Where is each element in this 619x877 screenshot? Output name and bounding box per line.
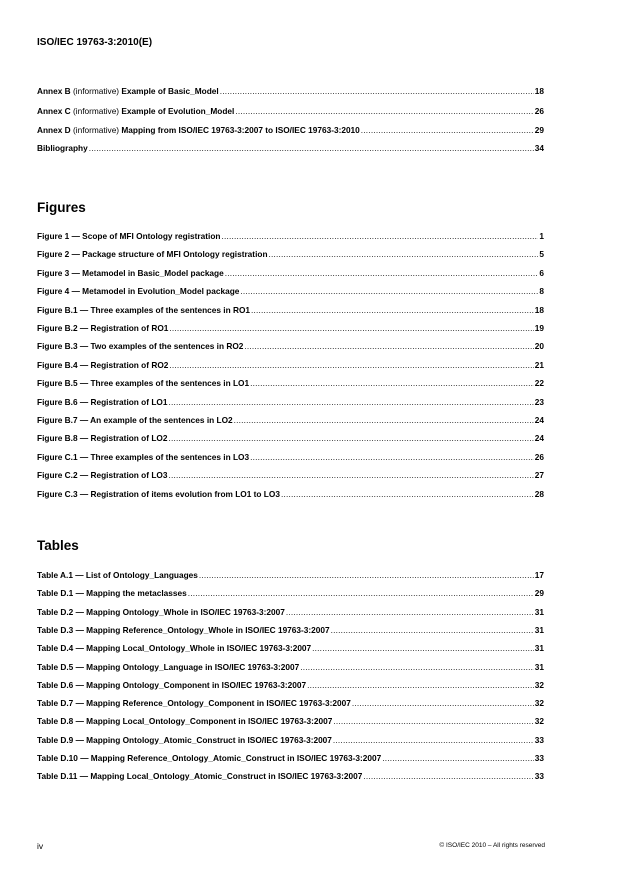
figure-entry-label: Figure C.1 — Three examples of the sentences in LO3 [37, 451, 250, 462]
toc-page-number: 23 [534, 396, 544, 407]
table-entry-label: Table D.3 — Mapping Reference_Ontology_Whole in ISO/IEC 19763-3:2007 [37, 624, 330, 635]
toc-annex-d[interactable] [37, 125, 544, 137]
toc-page-number: 5 [539, 249, 544, 260]
toc-page-number: 31 [534, 606, 544, 617]
toc-page-number: 24 [534, 433, 544, 444]
table-entry-label: Table D.7 — Mapping Reference_Ontology_Component in ISO/IEC 19763-3:2007 [37, 698, 351, 709]
document-header: ISO/IEC 19763-3:2010(E) [37, 37, 153, 48]
toc-page-number: 31 [534, 643, 544, 654]
toc-annex-b[interactable] [37, 86, 544, 98]
figure-entry-label: Figure B.8 — Registration of LO2 [37, 433, 168, 444]
toc-page-number: 29 [534, 125, 544, 135]
table-entry-label: Table D.8 — Mapping Local_Ontology_Component in ISO/IEC 19763-3:2007 [37, 716, 333, 727]
tables-heading: Tables [37, 538, 79, 553]
dot-leader [382, 753, 534, 763]
table-entry-label: Table D.1 — Mapping the metaclasses [37, 588, 187, 599]
dot-leader [225, 268, 539, 278]
toc-page-number: 18 [534, 304, 544, 315]
toc-page-number: 1 [539, 231, 544, 241]
toc-page-number: 33 [534, 734, 544, 745]
table-entry[interactable] [37, 625, 544, 637]
toc-page-number: 33 [534, 753, 544, 763]
dot-leader [169, 323, 533, 333]
toc-bibliography[interactable] [37, 143, 544, 155]
figure-entry-label: Figure 1 — Scope of MFI Ontology registration [37, 231, 221, 241]
annex-prefix: Annex B [37, 86, 71, 96]
figure-entry-label: Figure B.3 — Two examples of the sentences in RO2 [37, 341, 244, 352]
toc-page-number: 18 [534, 86, 544, 96]
figure-entry[interactable] [37, 231, 544, 243]
table-entry[interactable] [37, 662, 544, 674]
toc-page-number: 32 [534, 679, 544, 690]
figure-entry[interactable] [37, 268, 544, 280]
toc-page-number: 31 [534, 661, 544, 672]
figure-entry-label: Figure C.3 — Registration of items evolution from LO1 to LO3 [37, 488, 280, 499]
figure-entry-label: Figure B.1 — Three examples of the sentences in RO1 [37, 304, 251, 315]
dot-leader [244, 341, 533, 351]
toc-page-number: 32 [534, 716, 544, 727]
toc-page-number: 29 [534, 588, 544, 599]
footer-copyright: © ISO/IEC 2010 – All rights reserved [439, 842, 545, 849]
annex-title: Example of Basic_Model [121, 86, 219, 96]
table-entry[interactable] [37, 753, 544, 765]
bibliography-label: Bibliography [37, 143, 88, 153]
dot-leader [188, 588, 534, 598]
table-entry[interactable] [37, 570, 544, 582]
table-entry-label: Table D.11 — Mapping Local_Ontology_Atomic_Construct in ISO/IEC 19763-3:2007 [37, 771, 363, 782]
toc-annex-c[interactable] [37, 106, 544, 118]
table-entry[interactable] [37, 643, 544, 655]
figure-entry[interactable] [37, 323, 544, 335]
toc-page-number: 33 [534, 771, 544, 782]
table-entry-label: Table A.1 — List of Ontology_Languages [37, 570, 198, 580]
dot-leader [333, 716, 533, 726]
footer-page-number: iv [37, 841, 44, 851]
figure-entry[interactable] [37, 286, 544, 298]
toc-page-number: 20 [534, 341, 544, 352]
table-entry[interactable] [37, 680, 544, 692]
table-entry-label: Table D.9 — Mapping Ontology_Atomic_Construct in ISO/IEC 19763-3:2007 [37, 734, 332, 745]
figure-entry-label: Figure C.2 — Registration of LO3 [37, 470, 168, 481]
toc-page-number: 19 [534, 323, 544, 333]
dot-leader [361, 125, 534, 135]
dot-leader [286, 607, 534, 617]
table-entry[interactable] [37, 716, 544, 728]
figure-entry[interactable] [37, 249, 544, 261]
figure-entry-label: Figure 2 — Package structure of MFI Ontology registration [37, 249, 268, 260]
figure-entry[interactable] [37, 433, 544, 445]
dot-leader [281, 489, 534, 499]
dot-leader [333, 735, 534, 745]
dot-leader [352, 698, 534, 708]
figure-entry[interactable] [37, 397, 544, 409]
toc-page-number: 27 [534, 470, 544, 481]
dot-leader [221, 231, 538, 241]
figure-entry-label: Figure B.4 — Registration of RO2 [37, 359, 169, 370]
figures-heading: Figures [37, 200, 86, 215]
figure-entry-label: Figure 4 — Metamodel in Evolution_Model package [37, 286, 240, 297]
dot-leader [168, 397, 533, 407]
toc-page-number: 22 [534, 378, 544, 389]
annex-prefix: Annex D [37, 125, 71, 135]
dot-leader [235, 106, 533, 116]
figure-entry-label: Figure B.7 — An example of the sentences in LO2 [37, 415, 233, 425]
toc-page-number: 17 [534, 570, 544, 580]
dot-leader [89, 143, 534, 153]
annex-kind: (informative) [72, 86, 120, 96]
figure-entry-label: Figure B.5 — Three examples of the sentences in LO1 [37, 378, 250, 389]
toc-page-number: 24 [534, 415, 544, 425]
figure-entry[interactable] [37, 489, 544, 501]
dot-leader [220, 86, 534, 96]
figure-entry[interactable] [37, 360, 544, 372]
dot-leader [199, 570, 534, 580]
toc-page-number: 26 [534, 106, 544, 116]
figure-entry[interactable] [37, 470, 544, 482]
figure-entry[interactable] [37, 341, 544, 353]
dot-leader [331, 625, 534, 635]
dot-leader [251, 305, 534, 315]
toc-page-number: 34 [534, 143, 544, 153]
toc-page-number: 32 [534, 698, 544, 709]
toc-page-number: 28 [534, 488, 544, 499]
figure-entry-label: Figure B.6 — Registration of LO1 [37, 396, 168, 407]
annex-prefix: Annex C [37, 106, 71, 116]
table-entry[interactable] [37, 698, 544, 710]
table-entry-label: Table D.4 — Mapping Local_Ontology_Whole in ISO/IEC 19763-3:2007 [37, 643, 312, 654]
figure-entry-label: Figure B.2 — Registration of RO1 [37, 323, 169, 333]
toc-page-number: 6 [539, 267, 544, 278]
dot-leader [250, 378, 534, 388]
figure-entry[interactable] [37, 452, 544, 464]
table-entry-label: Table D.6 — Mapping Ontology_Component in ISO/IEC 19763-3:2007 [37, 679, 307, 690]
annex-kind: (informative) [72, 125, 120, 135]
dot-leader [168, 433, 533, 443]
figure-entry[interactable] [37, 415, 544, 427]
table-entry-label: Table D.5 — Mapping Ontology_Language in ISO/IEC 19763-3:2007 [37, 661, 300, 672]
toc-page-number: 31 [534, 624, 544, 635]
table-entry[interactable] [37, 588, 544, 600]
table-entry-label: Table D.10 — Mapping Reference_Ontology_Atomic_Construct in ISO/IEC 19763-3:2007 [37, 753, 382, 763]
dot-leader [269, 249, 539, 259]
annex-title: Mapping from ISO/IEC 19763-3:2007 to ISO/IEC 19763-3:2010 [121, 125, 360, 135]
dot-leader [240, 286, 538, 296]
dot-leader [250, 452, 534, 462]
dot-leader [300, 662, 534, 672]
table-entry[interactable] [37, 771, 544, 783]
dot-leader [363, 771, 533, 781]
figure-entry[interactable] [37, 378, 544, 390]
toc-page-number: 8 [539, 286, 544, 297]
annex-title: Example of Evolution_Model [121, 106, 235, 116]
dot-leader [234, 415, 534, 425]
figure-entry-label: Figure 3 — Metamodel in Basic_Model package [37, 267, 224, 278]
dot-leader [312, 643, 534, 653]
toc-page-number: 26 [534, 451, 544, 462]
table-entry-label: Table D.2 — Mapping Ontology_Whole in ISO/IEC 19763-3:2007 [37, 606, 285, 617]
dot-leader [168, 470, 533, 480]
figure-entry[interactable] [37, 305, 544, 317]
toc-page-number: 21 [534, 359, 544, 370]
dot-leader [307, 680, 534, 690]
table-entry[interactable] [37, 735, 544, 747]
dot-leader [169, 360, 533, 370]
annex-kind: (informative) [72, 106, 120, 116]
table-entry[interactable] [37, 607, 544, 619]
